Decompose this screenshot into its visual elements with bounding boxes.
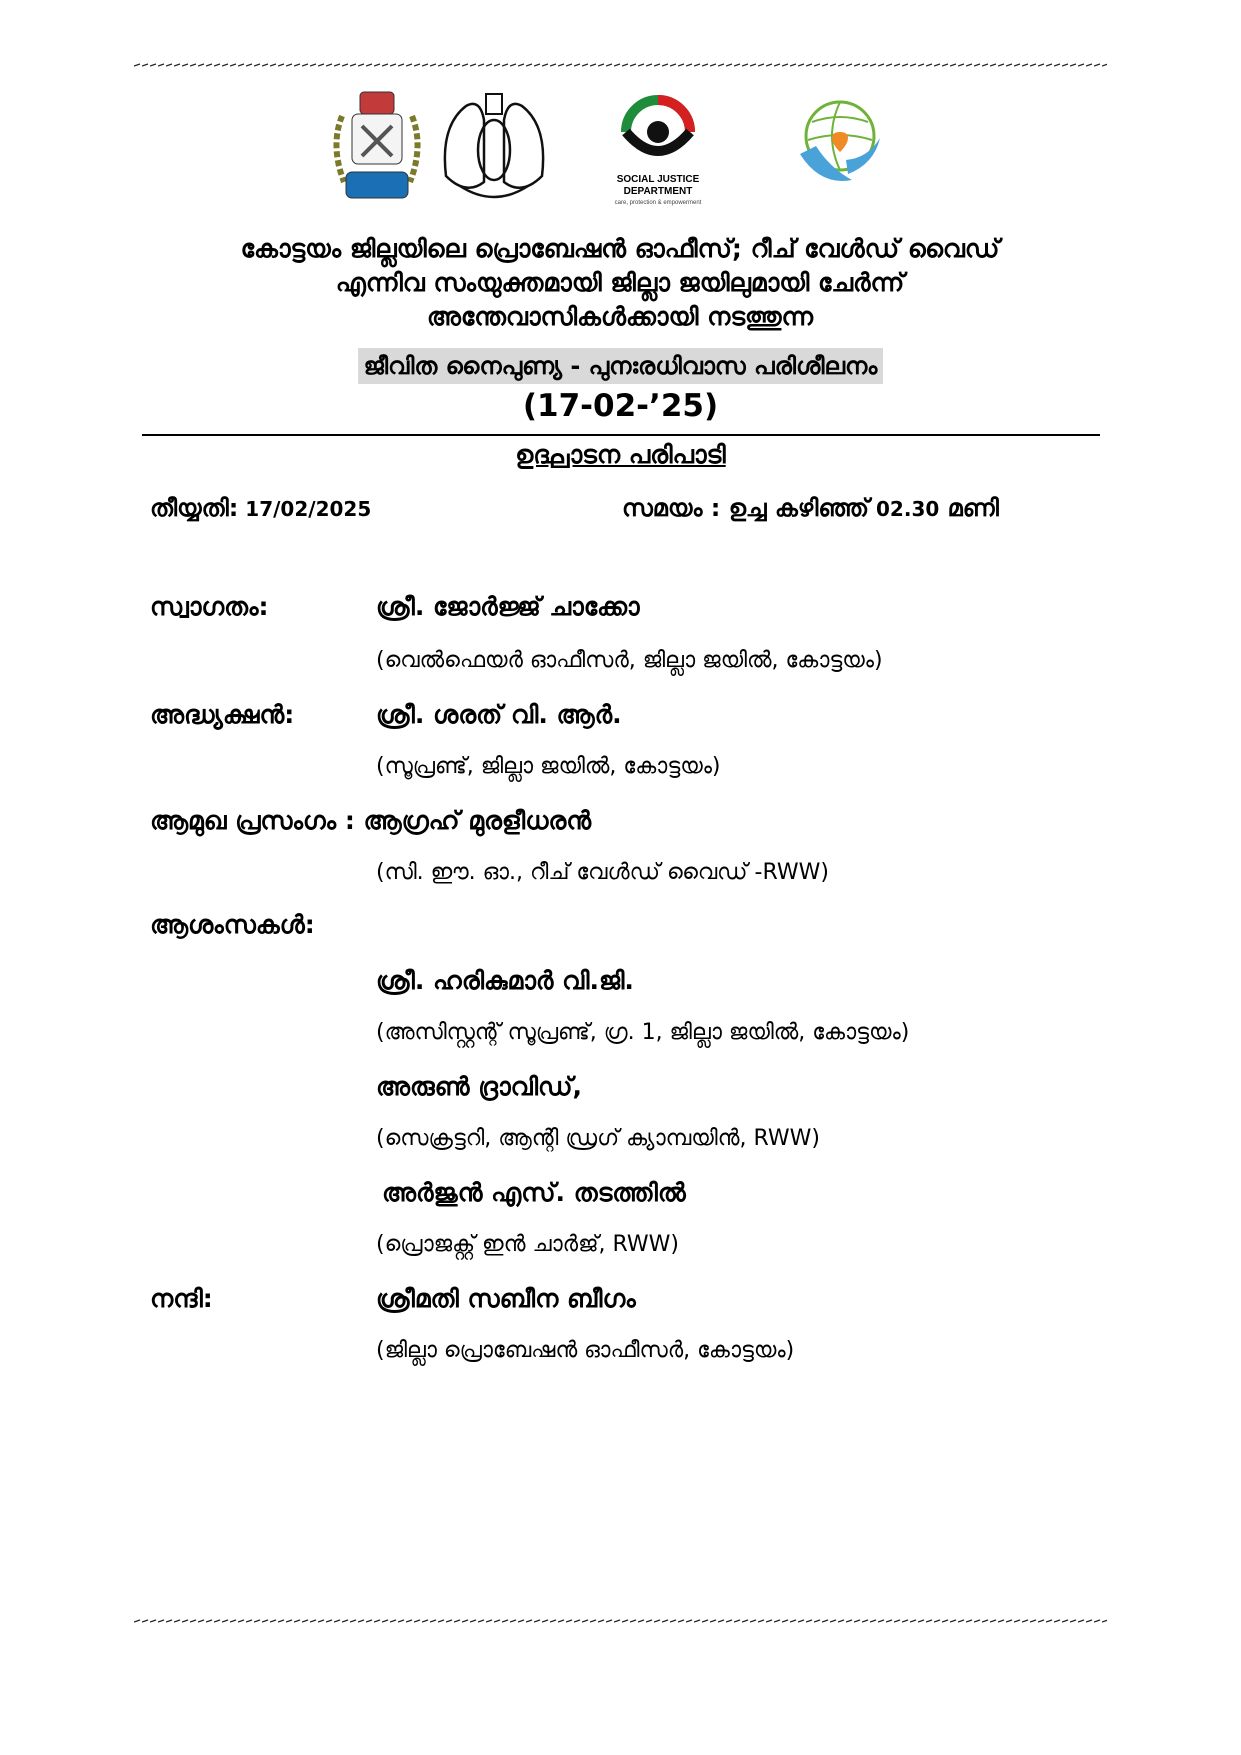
welcome-name: ശ്രീ. ജോർജ്ജ് ചാക്കോ [376,592,640,621]
welcome-role: സ്വാഗതം: [150,592,269,621]
felicitation-designation-3: (പ്രൊജക്റ്റ് ഇൻ ചാർജ്, RWW) [376,1232,680,1257]
felicitations-role: ആശംസകൾ: [150,910,315,939]
program-title: ജീവിത നൈപുണ്യ - പുനഃരധിവാസ പരിശീലനം [358,348,884,384]
inauguration-heading: ഉദ്ഘാടന പരിപാടി [515,440,726,469]
heading-line-3: അന്തേവാസികൾക്കായി നടത്തുന്ന [426,302,814,331]
top-page-border [134,62,1107,68]
presidency-role: അദ്ധ്യക്ഷൻ: [150,700,295,729]
bottom-page-border [134,1618,1107,1624]
kerala-government-emblem-icon [436,86,552,208]
date-row [150,494,371,522]
time-row [622,494,999,522]
sjd-logo-tagline: care, protection & empowerment [614,200,702,206]
date-label: തീയ്യതി: [150,494,239,522]
felicitation-name-1: ശ്രീ. ഹരികുമാർ വി.ജി. [376,966,634,995]
sjd-logo-line2: DEPARTMENT [623,186,693,197]
social-justice-eye-icon [612,92,704,216]
thanks-name: ശ്രീമതി സബീന ബീഗം [376,1284,636,1313]
sjd-logo-line1: SOCIAL JUSTICE [616,174,700,185]
date-value: 17/02/2025 [238,497,372,521]
thanks-role: നന്ദി: [150,1284,213,1313]
heading-line-1: കോട്ടയം ജില്ലയിലെ പ്രൊബേഷൻ ഓഫീസ്; റീച് വേൾഡ് വൈഡ് [240,234,1000,263]
felicitation-designation-2: (സെക്രട്ടറി, ആന്റി ഡ്രഗ് ക്യാമ്പയിൻ, RWW) [376,1126,820,1151]
thanks-designation: (ജില്ലാ പ്രൊബേഷൻ ഓഫീസർ, കോട്ടയം) [376,1338,795,1363]
felicitation-name-3: അർജുൻ എസ്. തടത്തിൽ [382,1178,686,1207]
intro-designation: (സി. ഈ. ഓ., റീച് വേൾഡ് വൈഡ് -RWW) [376,860,829,885]
time-suffix: മണി [939,494,999,522]
kerala-police-emblem-icon [322,86,432,206]
divider [142,434,1100,436]
felicitation-name-2: അരുൺ ദ്രാവിഡ്, [376,1072,583,1101]
felicitation-designation-1: (അസിസ്റ്റന്റ് സൂപ്രണ്ട്, ഗ്ര. 1, ജില്ലാ ജയിൽ, കോട്ടയം) [376,1020,910,1045]
heading-line-2: എന്നിവ സംയുക്തമായി ജില്ലാ ജയിലുമായി ചേർന്ന് [335,268,905,297]
time-value: 02.30 [869,497,940,521]
program-title-wrap [0,348,1241,384]
reach-world-wide-globe-icon [790,94,886,190]
presidency-designation: (സൂപ്രണ്ട്, ജില്ലാ ജയിൽ, കോട്ടയം) [376,754,721,779]
time-label: സമയം : ഉച്ച കഴിഞ്ഞ് [622,494,870,522]
presidency-name: ശ്രീ. ശരത് വി. ആർ. [376,700,622,729]
welcome-designation: (വെൽഫെയർ ഓഫീസർ, ജില്ലാ ജയിൽ, കോട്ടയം) [376,648,883,673]
program-date: (17-02-’25) [522,388,719,424]
intro-role: ആമുഖ പ്രസംഗം : ആഗ്രഹ് മുരളീധരൻ [150,806,592,835]
